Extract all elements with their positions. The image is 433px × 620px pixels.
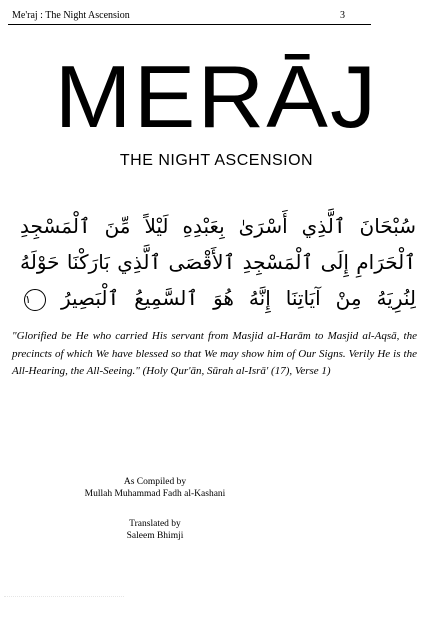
- running-title: Me'raj : The Night Ascension: [12, 10, 130, 21]
- compiled-credit: [0, 476, 310, 500]
- compiler-name: Mullah Muhammad Fadh al-Kashani: [84, 489, 226, 499]
- arabic-verse-line: سُبْحَانَ ٱلَّذِي أَسْرَىٰ بِعَبْدِهِ لَيْلاً مِّنَ ٱلْمَسْجِدِ: [20, 214, 416, 238]
- page-number: 3: [340, 10, 345, 21]
- book-subtitle: THE NIGHT ASCENSION: [119, 152, 314, 169]
- ayah-number-marker: ١: [24, 289, 46, 311]
- book-title: MERĀJ: [54, 47, 379, 146]
- footer-mark: [4, 596, 124, 598]
- arabic-verse: [20, 208, 416, 316]
- arabic-verse-line: [20, 280, 416, 316]
- arabic-verse-line: ٱلْحَرَامِ إِلَى ٱلْمَسْجِدِ ٱلأَقْصَى ٱلَّذِي بَارَكْنَا حَوْلَهُ: [20, 250, 416, 274]
- compiled-label: As Compiled by: [123, 477, 187, 487]
- page-header: [0, 0, 433, 30]
- header-rule: [8, 24, 371, 25]
- arabic-verse-line-text: لِنُرِيَهُ مِنْ آيَاتِنَا إِنَّهُ هُوَ ٱلسَّمِيعُ ٱلْبَصِيرُ: [60, 286, 416, 310]
- verse-translation: "Glorified be He who carried His servant from Masjid al-Harām to Masjid al-Aqsā, the precincts of which We have blessed so that We may show him of Our Signs. Verily He is the All-Hearing, the All-Seeing." (Holy Qur'ān, Sūrah al-Isrā' (17), Verse 1): [12, 330, 417, 377]
- translator-credit: [0, 518, 310, 542]
- translator-name: Saleem Bhimji: [126, 531, 184, 541]
- translated-label: Translated by: [129, 519, 181, 529]
